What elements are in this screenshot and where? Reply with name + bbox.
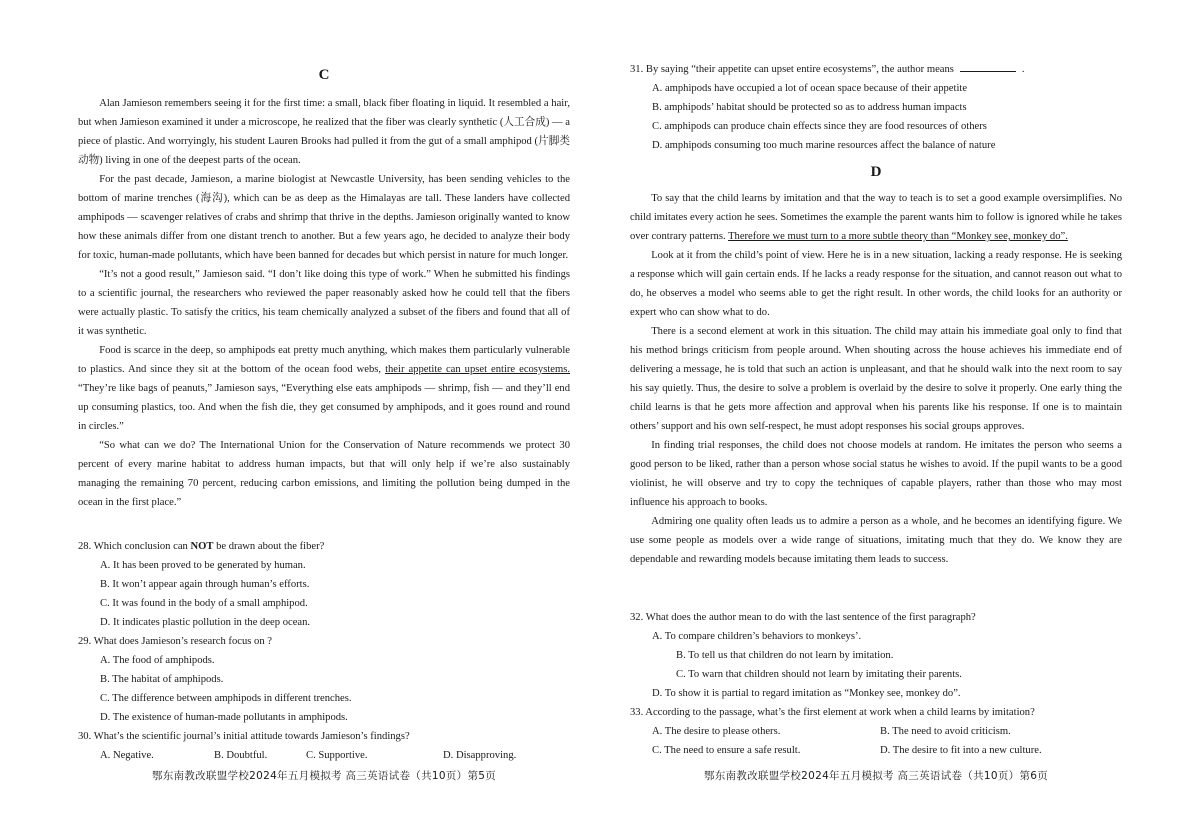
p4-text-after: “They’re like bags of peanuts,” Jamieson says, “Everything else eats amphipods — shrimp, fish — and they’ll end up consuming plastics, too. And when the fish die, they get consumed by amphipods, and it goes round and round in circles.” [78, 383, 570, 432]
passage-c-paragraph-2: For the past decade, Jamieson, a marine biologist at Newcastle University, has been sending vehicles to the bottom of marine trenches (海沟), which can be as deep as the Himalayas are tall. These landers have collected amphipods — scavenger relatives of crabs and shrimp that thrive in the depths. Jamieson originally wanted to know how these animals differ from one distant trench to another. But a few years ago, he decided to analyze their body for toxic, human-made pollutants, which have been banned for decades but which persist in nature for much longer. [78, 174, 570, 261]
question-30-option-b: B. Doubtful. [214, 750, 268, 761]
question-32-option-b: B. To tell us that children do not learn by imitation. [676, 650, 894, 661]
question-30-option-a: A. Negative. [100, 750, 154, 761]
question-33-option-d: D. The desire to fit into a new culture. [880, 745, 1042, 756]
question-32-stem: 32. What does the author mean to do with the last sentence of the first paragraph? [630, 612, 976, 623]
question-33-option-a: A. The desire to please others. [652, 726, 781, 737]
question-28-option-a: A. It has been proved to be generated by human. [100, 560, 306, 571]
question-33-stem: 33. According to the passage, what’s the first element at work when a child learns by imitation? [630, 707, 1035, 718]
question-33-options-row-1 [630, 722, 1122, 741]
passage-d-paragraph-5: Admiring one quality often leads us to admire a person as a whole, and he becomes an identifying figure. We use some people as models over a wide range of situations, imitating much that they do. We know they are dependable and rewarding models because imitating them leads to success. [630, 516, 1122, 565]
passage-d-paragraph-3: There is a second element at work in this situation. The child may attain his immediate goal only to find that his method brings criticism from people around. When shouting across the house achieves his immediate end of delivering a message, he is told that such an action is unpleasant, and that he should walk into the next room to say his say quietly. Thus, the desire to solve a problem is overlaid by the desire to solve it properly. One early thing the child learns is that he gets more affection and approval when his parents like his response. If one is to maintain others’ support and his own self-respect, he must adopt responses his social groups approves. [630, 326, 1122, 432]
question-28-stem [78, 537, 570, 556]
question-31-option-d: D. amphipods consuming too much marine resources affect the balance of nature [652, 140, 996, 151]
question-32-option-d: D. To show it is partial to regard imitation as “Monkey see, monkey do”. [652, 688, 961, 699]
question-29-option-c: C. The difference between amphipods in different trenches. [100, 693, 352, 704]
question-28-option-b: B. It won’t appear again through human’s efforts. [100, 579, 310, 590]
question-28-option-d: D. It indicates plastic pollution in the deep ocean. [100, 617, 311, 628]
d-p1-text-before: To say that the child learns by imitation and that the way to teach is to set a good example oversimplifies. No child imitates every action he sees. Sometimes the example the parent wants him to follow is ignored while he takes over contrary patterns. [630, 193, 1122, 242]
question-32-option-a: A. To compare children’s behaviors to monkeys’. [652, 631, 862, 642]
questions-32-33 [630, 608, 1122, 760]
passage-c-paragraph-1: Alan Jamieson remembers seeing it for the first time: a small, black fiber floating in liquid. It resembled a hair, but when Jamieson examined it under a microscope, he realized that the fiber was clearly synthetic (人工合成) — a piece of plastic. And worryingly, his student Lauren Brooks had pulled it from the gut of a small amphipod (片脚类动物) living in one of the deepest parts of the ocean. [78, 98, 570, 166]
questions-28-30 [78, 537, 570, 765]
q31-stem-text: 31. By saying “their appetite can upset entire ecosystems”, the author means [630, 64, 954, 75]
question-30-options [78, 746, 570, 765]
question-29-stem: 29. What does Jamieson’s research focus on ? [78, 636, 272, 647]
q31-stem-end: . [1021, 64, 1025, 75]
q28-stem-after: be drawn about the fiber? [213, 541, 325, 552]
passage-c-paragraph-5: “So what can we do? The International Union for the Conservation of Nature recommends we protect 30 percent of every marine habitat to address human impacts, but that will only help if we’re also sustainably managing the remaining 70 percent, reducing carbon emissions, and limiting the pollution being dumped in the ocean in the first place.” [78, 440, 570, 508]
question-31-stem [630, 60, 1122, 79]
page-footer-left: 鄂东南教改联盟学校2024年五月模拟考 高三英语试卷（共10页）第5页 [151, 770, 497, 782]
question-33-option-c: C. The need to ensure a safe result. [652, 745, 801, 756]
right-page [630, 0, 1122, 833]
passage-c-paragraph-3: “It’s not a good result,” Jamieson said. “I don’t like doing this type of work.” When he submitted his findings to a scientific journal, the researchers who reviewed the paper reasonably asked how he could tell that the fibers were actually plastic. To satisfy the critics, his team chemically analyzed a subset of the fibers and found that all of it was synthetic. [78, 269, 570, 337]
question-30-option-c: C. Supportive. [306, 750, 368, 761]
question-33-option-b: B. The need to avoid criticism. [880, 726, 1011, 737]
question-30-option-d: D. Disapproving. [443, 750, 517, 761]
answer-blank [960, 61, 1016, 72]
passage-c-paragraph-4 [78, 341, 570, 436]
underlined-sentence: their appetite can upset entire ecosystems. [385, 364, 571, 375]
page-footer-right: 鄂东南教改联盟学校2024年五月模拟考 高三英语试卷（共10页）第6页 [703, 770, 1049, 782]
section-title-c: C [318, 67, 330, 83]
passage-d [630, 189, 1122, 569]
passage-c [78, 94, 570, 512]
question-32-option-c: C. To warn that children should not learn by imitating their parents. [676, 669, 962, 680]
question-31 [630, 60, 1122, 155]
underlined-sentence-d: Therefore we must turn to a more subtle theory than “Monkey see, monkey do”. [728, 231, 1068, 242]
question-29-option-d: D. The existence of human-made pollutants in amphipods. [100, 712, 348, 723]
p4-text-before: Food is scarce in the deep, so amphipods eat pretty much anything, which makes them particularly vulnerable to plastics. And since they sit at the bottom of the ocean food webs, [78, 345, 570, 375]
question-31-option-c: C. amphipods can produce chain effects since they are food resources of others [652, 121, 987, 132]
question-33-options-row-2 [630, 741, 1122, 760]
question-29-option-b: B. The habitat of amphipods. [100, 674, 224, 685]
section-title-d: D [870, 164, 882, 180]
question-30-stem: 30. What’s the scientific journal’s initial attitude towards Jamieson’s findings? [78, 731, 410, 742]
question-31-option-a: A. amphipods have occupied a lot of ocean space because of their appetite [652, 83, 968, 94]
question-29-option-a: A. The food of amphipods. [100, 655, 215, 666]
passage-d-paragraph-2: Look at it from the child’s point of view. Here he is in a new situation, lacking a ready response. He is seeking a response which will gain certain ends. If he lacks a ready response for the situation, and cannot reason out what to do, he observes a model who seems able to get the right result. In other words, the child looks for an authority or expert who can show what to do. [630, 250, 1122, 318]
q28-stem-bold: NOT [190, 541, 214, 552]
q28-stem-before: 28. Which conclusion can [78, 541, 191, 552]
question-31-option-b: B. amphipods’ habitat should be protected so as to address human impacts [652, 102, 967, 113]
left-page [78, 0, 570, 833]
passage-d-paragraph-1 [630, 189, 1122, 246]
passage-d-paragraph-4: In finding trial responses, the child does not choose models at random. He imitates the person who seems a good person to be liked, rather than a person whose social status he wishes to avoid. If the pupil wants to be a good violinist, he will observe and try to copy the techniques of capable players, rather than those who may most influence his approach to books. [630, 440, 1122, 508]
question-28-option-c: C. It was found in the body of a small amphipod. [100, 598, 308, 609]
